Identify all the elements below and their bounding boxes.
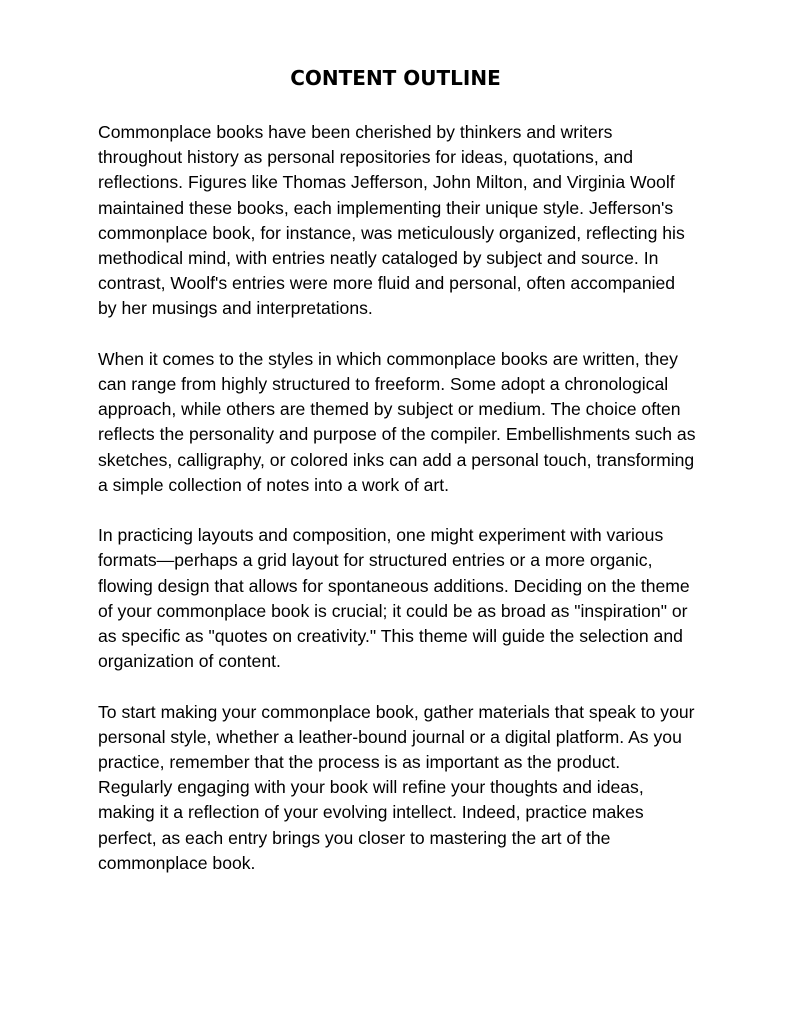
paragraph-1: Commonplace books have been cherished by thinkers and writers throughout history as personal repositories for ideas, quotations, and reflections. Figures like Thomas Jefferson, John Milton, and Virginia Woolf maintained these books, each implementing their unique style. Jefferson's commonplace book, for instance, was meticulously organized, reflecting his methodical mind, with entries neatly cataloged by subject and source. In contrast, Woolf's entries were more fluid and personal, often accompanied by her musings and interpretations. xyxy=(98,122,685,319)
paragraph-2: When it comes to the styles in which commonplace books are written, they can range from highly structured to freeform. Some adopt a chronological approach, while others are themed by subject or medium. The choice often reflects the personality and purpose of the compiler. Embellishments such as sketches, calligraphy, or colored inks can add a personal touch, transforming a simple collection of notes into a work of art. xyxy=(98,348,696,495)
paragraph-3: In practicing layouts and composition, one might experiment with various formats—perhaps a grid layout for structured entries or a more organic, flowing design that allows for spontaneous additions. Deciding on the theme of your commonplace book is crucial; it could be as broad as "inspiration" or as specific as "quotes on creativity." This theme will guide the selection and organization of content. xyxy=(98,525,690,672)
paragraph-4: To start making your commonplace book, gather materials that speak to your personal style, whether a leather-bound journal or a digital platform. As you practice, remember that the process is as important as the product. Regularly engaging with your book will refine your thoughts and ideas, making it a reflection of your evolving intellect. Indeed, practice makes perfect, as each entry brings you closer to mastering the art of the commonplace book. xyxy=(98,701,695,873)
document-body xyxy=(98,120,698,901)
page-title: CONTENT OUTLINE xyxy=(290,66,501,90)
